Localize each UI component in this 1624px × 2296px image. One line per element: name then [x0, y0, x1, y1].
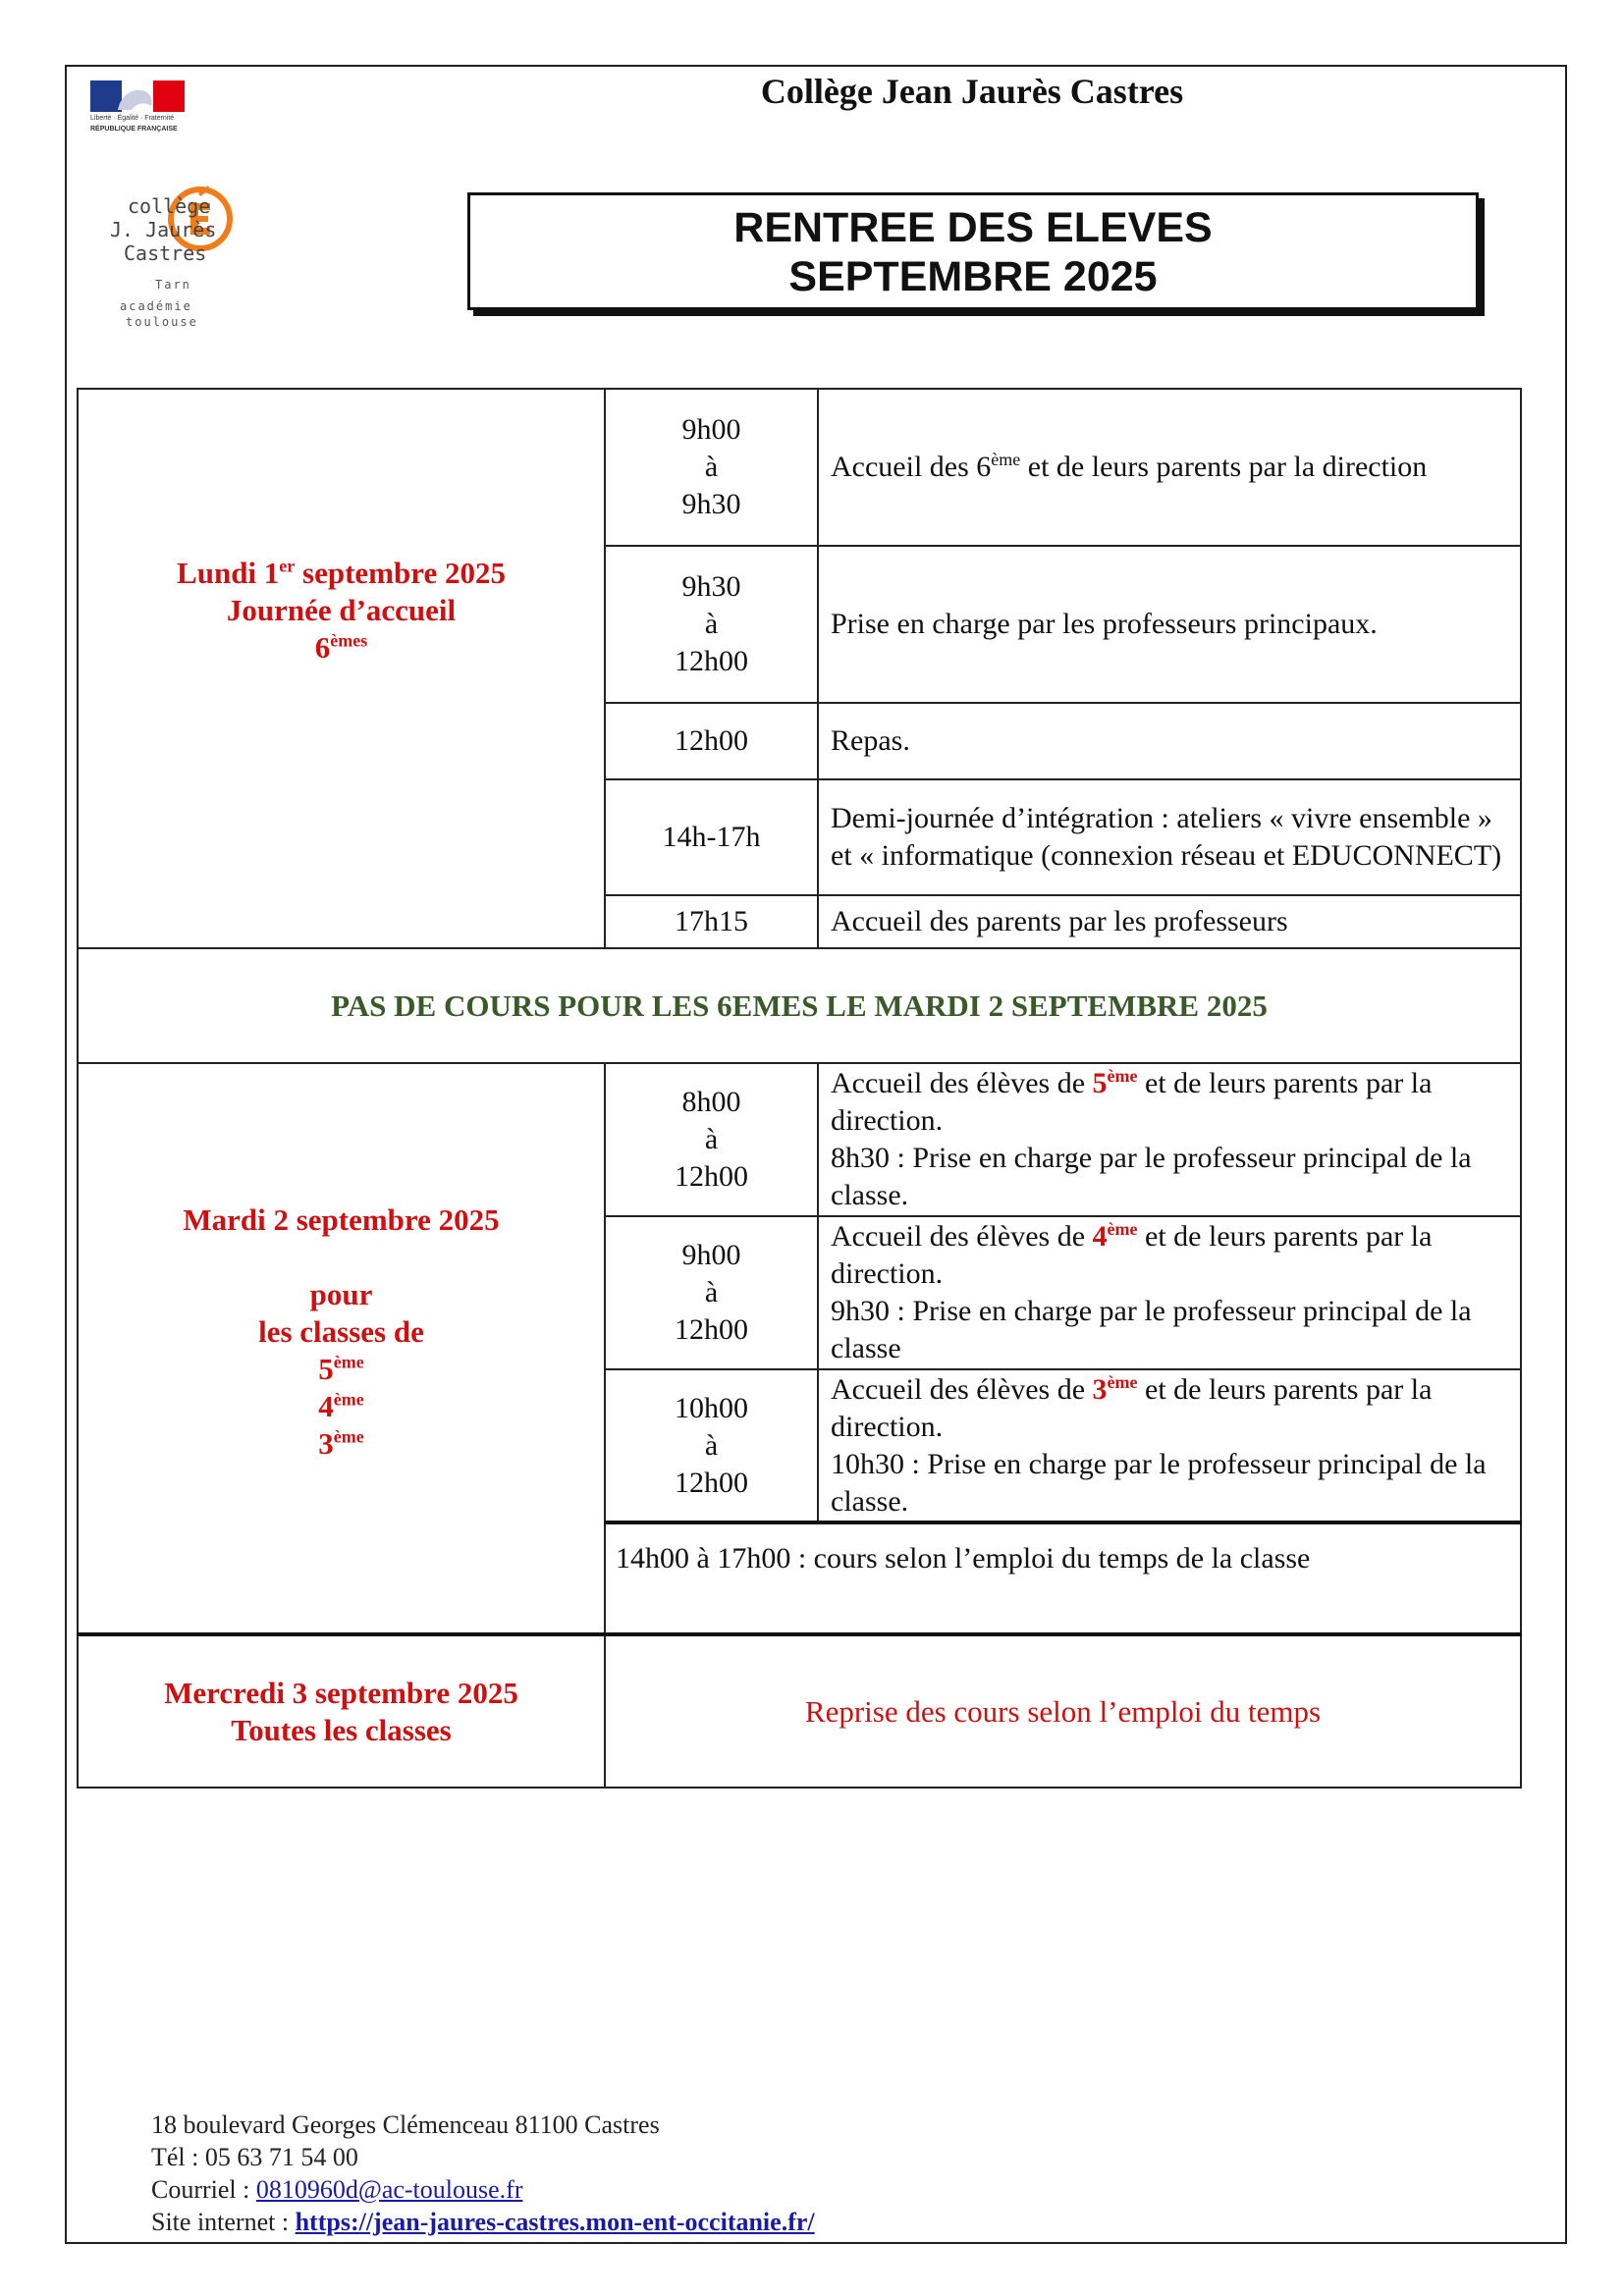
republique-francaise-logo	[90, 80, 189, 139]
logo-tarn-text: Tarn	[155, 278, 191, 292]
footer-phone: Tél : 05 63 71 54 00	[151, 2143, 358, 2171]
school-name: Collège Jean Jaurès Castres	[760, 72, 1184, 111]
table-row	[78, 1063, 1521, 1216]
footer-mail-line: Courriel : 0810960d@ac-toulouse.fr	[151, 2175, 523, 2204]
time-cell: 14h-17h	[605, 779, 818, 895]
mardi-classes: les classes de	[258, 1314, 424, 1349]
description-cell: Prise en charge par les professeurs principaux.	[818, 546, 1521, 703]
rf-name: RÉPUBLIQUE FRANÇAISE	[90, 126, 178, 133]
no-class-banner: PAS DE COURS POUR LES 6EMES LE MARDI 2 SEPTEMBRE 2025	[78, 948, 1521, 1063]
description-cell: Accueil des élèves de 3ème et de leurs parents par la direction. 10h30 : Prise en charge par le professeur principal de la classe.	[818, 1369, 1521, 1522]
lundi-date: Lundi 1er septembre 2025	[177, 556, 506, 590]
schedule-table	[77, 388, 1522, 1789]
reprise-cell: Reprise des cours selon l’emploi du temps	[605, 1634, 1521, 1788]
description-cell: Accueil des élèves de 4ème et de leurs parents par la direction. 9h30 : Prise en charge par le professeur principal de la classe	[818, 1216, 1521, 1369]
time-cell: 8h00 à 12h00	[605, 1063, 818, 1216]
lundi-subtitle: Journée d’accueil	[226, 593, 457, 627]
description-cell: Repas.	[818, 703, 1521, 779]
email-link[interactable]: 0810960d@ac-toulouse.fr	[255, 2175, 523, 2204]
table-row	[78, 1634, 1521, 1788]
level-3: 3ème	[318, 1426, 364, 1461]
marianne-flag-icon	[90, 80, 185, 112]
logo-castres-text: Castres	[124, 241, 207, 265]
rf-motto: Liberté · Égalité · Fraternité	[90, 115, 175, 122]
document-title	[467, 192, 1479, 310]
lundi-day-cell	[78, 389, 605, 948]
level-5: 5ème	[318, 1352, 364, 1386]
time-cell: 9h30 à 12h00	[605, 546, 818, 703]
mardi-date: Mardi 2 septembre 2025	[183, 1202, 500, 1237]
footer-site-line: Site internet : https://jean-jaures-castres.mon-ent-occitanie.fr/	[151, 2208, 815, 2236]
table-row	[78, 389, 1521, 546]
description-cell: Demi-journée d’intégration : ateliers « vivre ensemble » et « informatique (connexion réseau et EDUCONNECT)	[818, 779, 1521, 895]
logo-college-text: collège	[128, 194, 211, 218]
logo-toulouse-text: toulouse	[126, 315, 198, 329]
lundi-level: 6èmes	[314, 630, 368, 665]
website-link[interactable]: https://jean-jaures-castres.mon-ent-occitanie.fr/	[295, 2208, 815, 2236]
logo-jaures-text: J. Jaurès	[110, 218, 217, 241]
title-line-2: SEPTEMBRE 2025	[788, 253, 1158, 300]
time-cell: 9h00 à 9h30	[605, 389, 818, 546]
footer	[151, 2109, 815, 2238]
description-cell: Accueil des 6ème et de leurs parents par la direction	[818, 389, 1521, 546]
logo-academie-text: académie	[120, 299, 192, 313]
mercredi-day-cell	[78, 1634, 605, 1788]
time-cell: 9h00 à 12h00	[605, 1216, 818, 1369]
table-row	[78, 948, 1521, 1063]
time-cell: 10h00 à 12h00	[605, 1369, 818, 1522]
mercredi-date: Mercredi 3 septembre 2025	[164, 1675, 518, 1710]
time-cell: 17h15	[605, 895, 818, 948]
title-line-1: RENTREE DES ELEVES	[733, 204, 1213, 251]
college-logo	[106, 162, 263, 339]
time-cell: 12h00	[605, 703, 818, 779]
description-cell: Accueil des parents par les professeurs	[818, 895, 1521, 948]
footer-address: 18 boulevard Georges Clémenceau 81100 Castres	[151, 2110, 660, 2139]
level-4: 4ème	[318, 1389, 364, 1423]
mardi-day-cell	[78, 1063, 605, 1634]
mardi-pour: pour	[309, 1277, 373, 1311]
description-cell: Accueil des élèves de 5ème et de leurs parents par la direction. 8h30 : Prise en charge par le professeur principal de la classe.	[818, 1063, 1521, 1216]
afternoon-cell: 14h00 à 17h00 : cours selon l’emploi du temps de la classe	[605, 1522, 1521, 1634]
mercredi-classes: Toutes les classes	[231, 1712, 452, 1747]
